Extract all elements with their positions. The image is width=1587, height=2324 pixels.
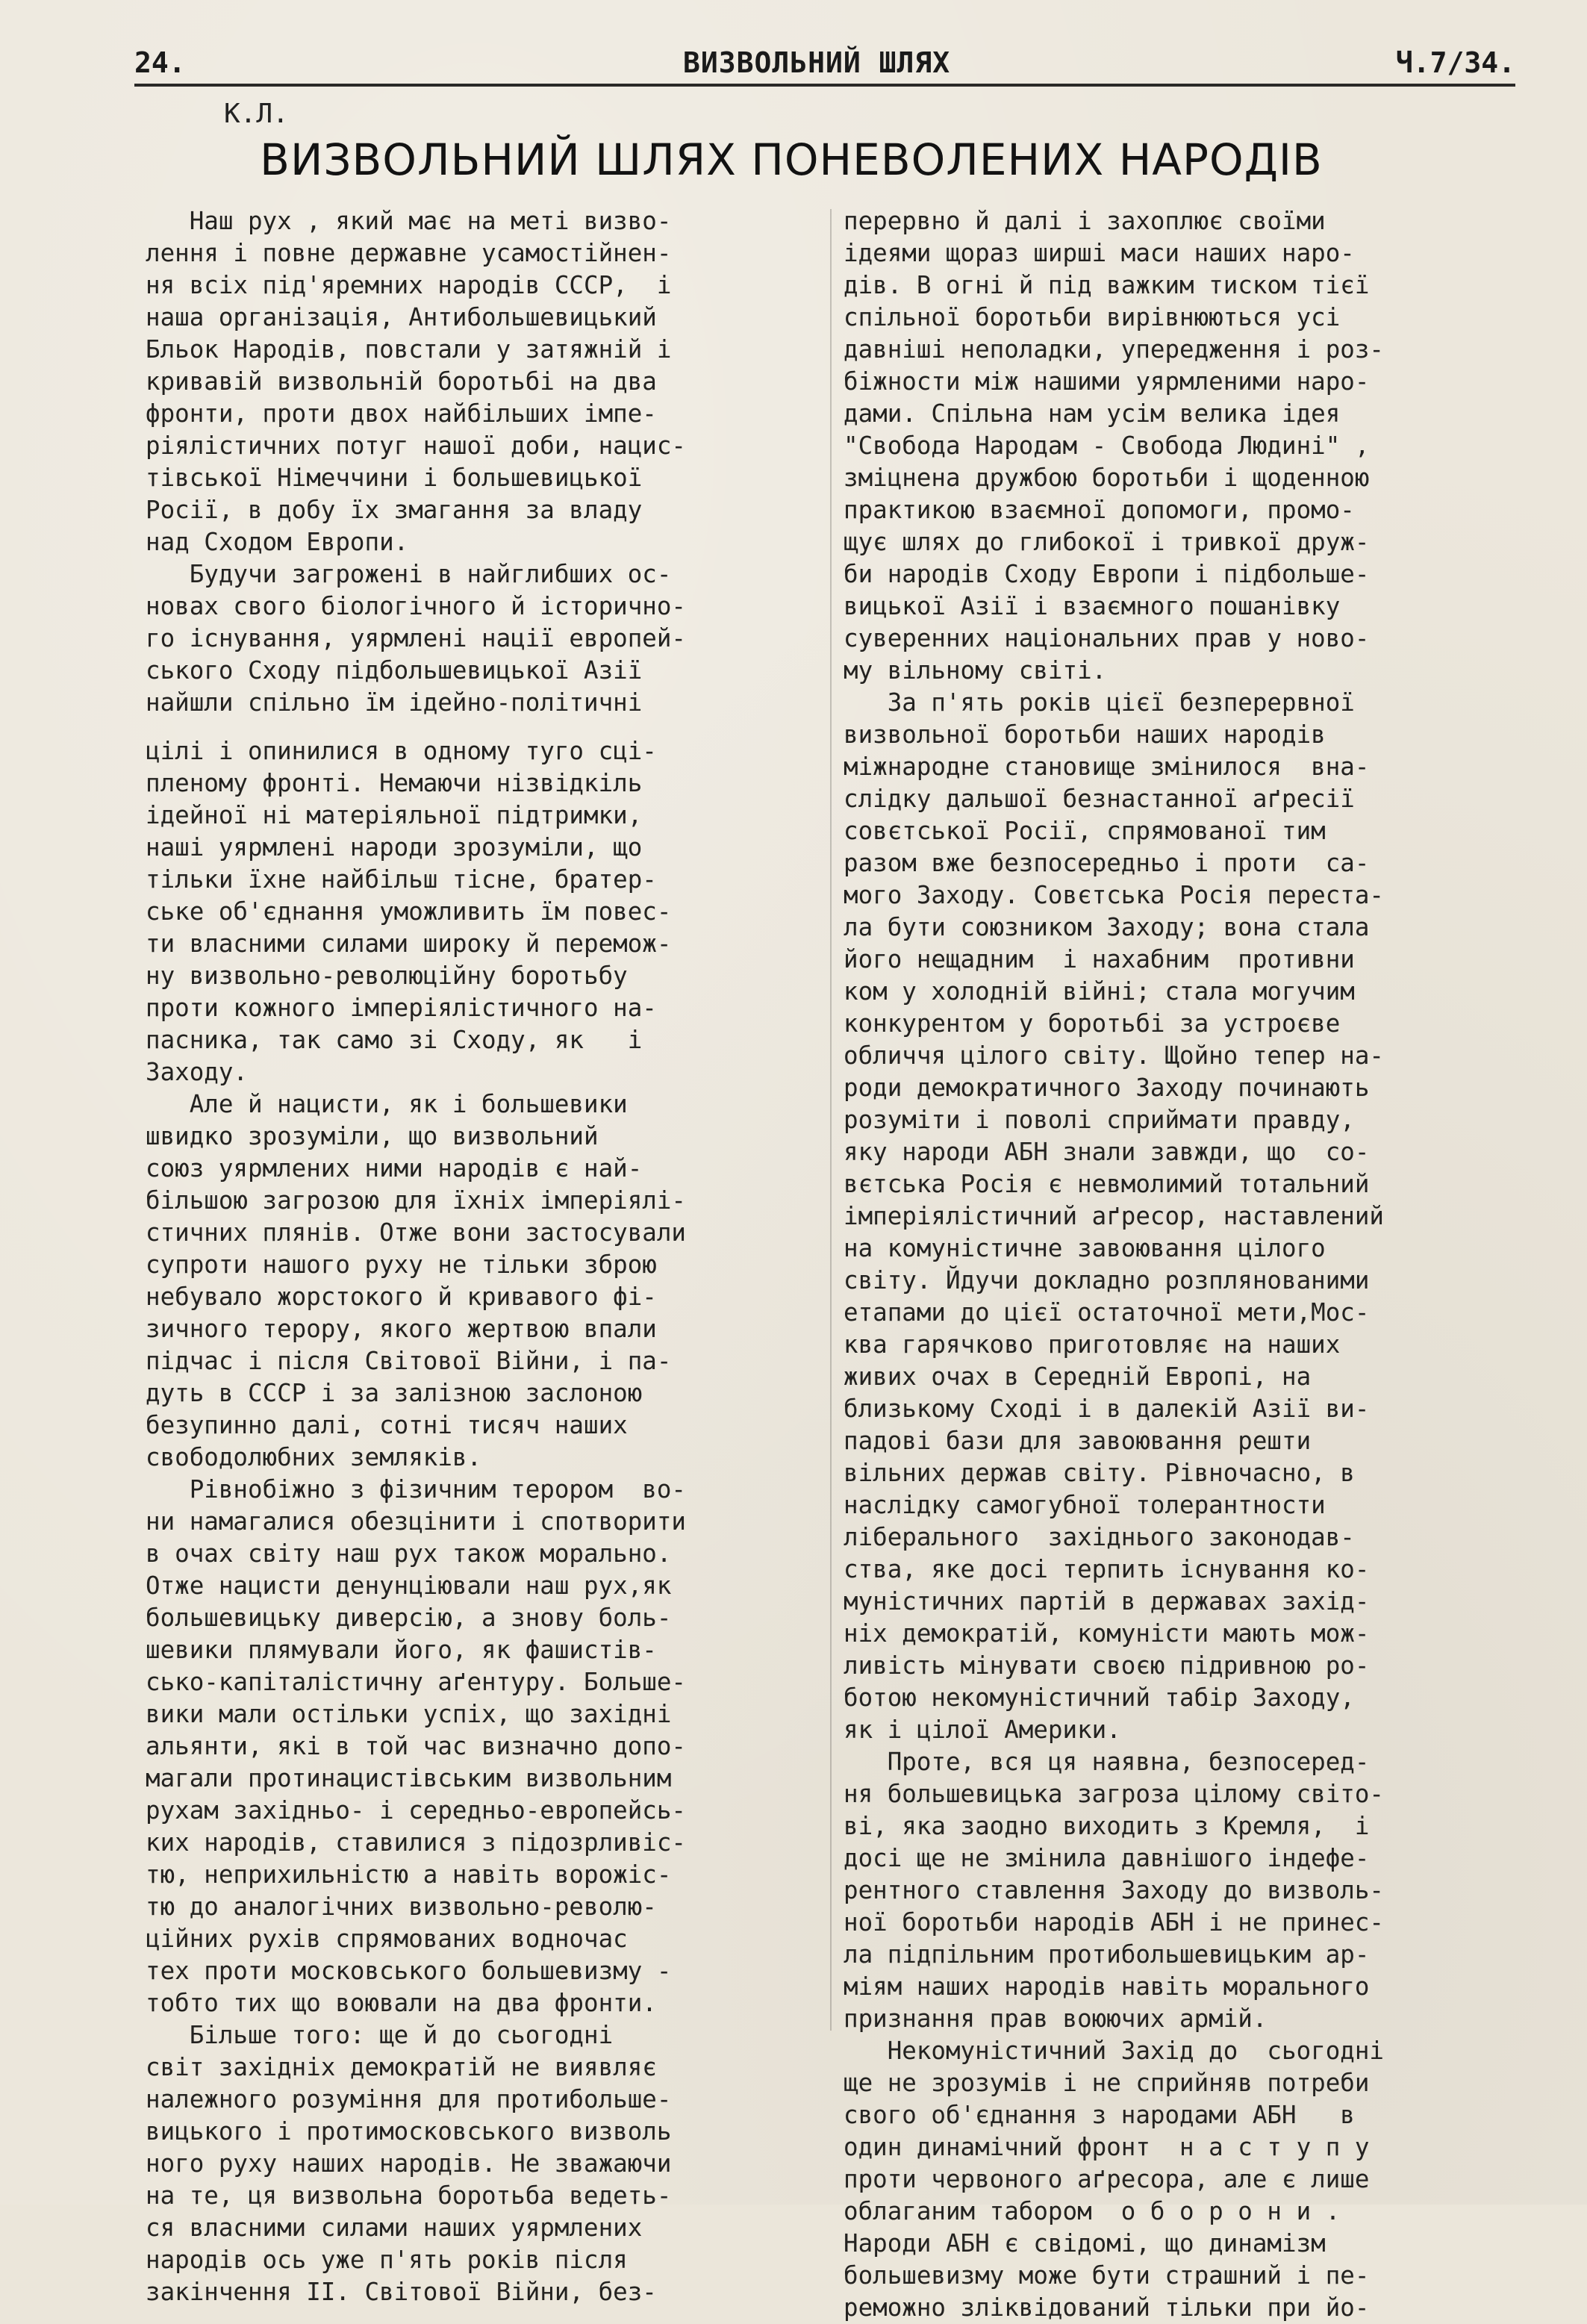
text-line: вики мали остільки успіх, що західні [146, 1700, 672, 1728]
text-line: дами. Спільна нам усім велика ідея [844, 399, 1341, 428]
text-line: вицької Азії і взаємного пошанівку [844, 592, 1341, 620]
text-line: ніх демократій, комуністи мають мож- [844, 1619, 1370, 1648]
text-line: союз уярмлених ними народів є най- [146, 1154, 643, 1183]
text-line: спільної боротьби вирівнюються усі [844, 303, 1341, 331]
text-line: ла підпільним протибольшевицьким ар- [844, 1940, 1370, 1969]
text-line: швидко зрозуміли, що визвольний [146, 1122, 599, 1150]
text-line: ського Сходу підбольшевицької Азії [146, 656, 643, 685]
text-line: тобто тих що воювали на два фронти. [146, 1989, 657, 2017]
text-line: ідейної ні матеріяльної підтримки, [146, 801, 643, 829]
text-line: конкурентом у боротьбі за устроєве [844, 1009, 1341, 1038]
text-line: зичного терору, якого жертвою впали [146, 1315, 657, 1343]
text-line: живих очах в Середній Европі, на [844, 1362, 1312, 1391]
text-line: ла бути союзником Заходу; вона стала [844, 913, 1370, 941]
text-line: один динамічний фронт н а с т у п у [844, 2133, 1370, 2161]
text-line: наша організація, Антибольшевицький [146, 303, 657, 331]
text-line: імперіялістичний аґресор, наставлений [844, 1202, 1384, 1230]
text-line: на комуністичне завоювання цілого [844, 1234, 1326, 1262]
text-line: Некомуністичний Захід до сьогодні [844, 2037, 1384, 2065]
text-line: Народи АБН є свідомі, що динамізм [844, 2229, 1326, 2258]
text-line: Рівнобіжно з фізичним терором во- [146, 1475, 686, 1504]
text-line: належного розуміння для протибольше- [146, 2085, 672, 2113]
text-line: Більше того: ще й до сьогодні [146, 2021, 614, 2049]
text-line: совєтської Росії, спрямованої тим [844, 817, 1326, 845]
page-number: 24. [134, 46, 186, 79]
text-line: ня всіх під'яремних народів СССР, і [146, 271, 672, 299]
text-line: суверенних національних прав у ново- [844, 624, 1370, 652]
text-line: облаганим табором о б о р о н и . [844, 2197, 1341, 2225]
text-line: тівської Німеччини і большевицької [146, 464, 643, 492]
text-line: стичних плянів. Отже вони застосували [146, 1218, 686, 1247]
text-line: наші уярмлені народи зрозуміли, що [146, 833, 643, 862]
text-line: ної боротьби народів АБН і не принес- [844, 1908, 1384, 1937]
text-line: найшли спільно їм ідейно-політичні [146, 688, 643, 717]
text-line: ві, яка заодно виходить з Кремля, і [844, 1812, 1370, 1840]
text-line: світу. Йдучи докладно розплянованими [844, 1266, 1370, 1295]
text-line: ну визвольно-революційну боротьбу [146, 962, 628, 990]
text-line: За п'ять років цієї безперервної [844, 688, 1355, 717]
text-line: близькому Сході і в далекій Азії ви- [844, 1395, 1370, 1423]
text-line: рухам західньо- і середньо-европейсь- [146, 1796, 686, 1825]
issue-number: Ч.7/34. [1395, 46, 1515, 79]
text-line: реможно зліквідований тільки при йо- [844, 2293, 1370, 2322]
text-line: свого об'єднання з народами АБН в [844, 2101, 1355, 2129]
text-line: яку народи АБН знали завжди, що со- [844, 1138, 1370, 1166]
text-line: Проте, вся ця наявна, безпосеред- [844, 1748, 1370, 1776]
text-line: ства, яке досі терпить існування ко- [844, 1555, 1370, 1583]
article-title: ВИЗВОЛЬНИЙ ШЛЯХ ПОНЕВОЛЕНИХ НАРОДІВ [260, 134, 1323, 185]
text-line: го існування, уярмлені нації европей- [146, 624, 686, 652]
text-line: проти червоного аґресора, але є лише [844, 2165, 1370, 2193]
text-line: досі ще не змінила давнішого індефе- [844, 1844, 1370, 1872]
text-line: слідку дальшої безнастанної аґресії [844, 785, 1355, 813]
text-line: ком у холодній війні; стала могучим [844, 977, 1355, 1006]
text-line: цілі і опинилися в одному туго сці- [146, 737, 657, 765]
text-line: ріялістичних потуг нашої доби, нацис- [146, 432, 686, 460]
text-line: практикою взаємної допомоги, промо- [844, 496, 1355, 524]
text-line: кривавій визвольній боротьбі на два [146, 367, 657, 396]
text-line: наслідку самогубної толерантности [844, 1491, 1326, 1519]
article-author: К.Л. [224, 99, 289, 129]
text-line: фронти, проти двох найбільших імпе- [146, 399, 657, 428]
text-line: вєтська Росія є невмолимий тотальний [844, 1170, 1370, 1198]
text-line: Отже нацисти денунціювали наш рух,як [146, 1571, 672, 1600]
text-line: супроти нашого руху не тільки зброю [146, 1250, 657, 1279]
text-line: закінчення II. Світової Війни, без- [146, 2278, 657, 2306]
text-line: більшою загрозою для їхніх імперіялі- [146, 1186, 686, 1215]
text-line: большевицьку диверсію, а знову боль- [146, 1604, 672, 1632]
text-line: Бльок Народів, повстали у затяжній і [146, 335, 672, 364]
text-line: перервно й далі і захоплює своїми [844, 207, 1326, 235]
text-line: зміцнена дружбою боротьби і щоденною [844, 464, 1370, 492]
text-line: щує шлях до глибокої і тривкої друж- [844, 528, 1370, 556]
text-line: Але й нацисти, як і большевики [146, 1090, 628, 1118]
text-line: роди демократичного Заходу починають [844, 1074, 1370, 1102]
text-line: ква гарячково приготовляє на наших [844, 1330, 1341, 1359]
text-line: ське об'єднання уможливить їм повес- [146, 897, 672, 926]
text-line: тех проти московського большевизму - [146, 1957, 672, 1985]
text-line: "Свобода Народам - Свобода Людині" , [844, 432, 1370, 460]
text-line: би народів Сходу Европи і підбольше- [844, 560, 1370, 588]
text-line: на те, ця визвольна боротьба ведеть- [146, 2181, 672, 2210]
text-line: небувало жорстокого й кривавого фі- [146, 1283, 657, 1311]
text-line: рентного ставлення Заходу до визволь- [844, 1876, 1384, 1904]
text-line: проти кожного імперіялістичного на- [146, 994, 657, 1022]
text-line: ідеями щораз ширші маси наших наро- [844, 239, 1355, 267]
text-line: Росії, в добу їх змагання за владу [146, 496, 643, 524]
text-line: обличчя цілого світу. Щойно тепер на- [844, 1041, 1384, 1070]
text-line: давніші неполадки, упередження і роз- [844, 335, 1384, 364]
text-line: ся власними силами наших уярмлених [146, 2214, 643, 2242]
header-rule [134, 84, 1515, 87]
text-line: муністичних партій в державах захід- [844, 1587, 1370, 1616]
text-line: визвольної боротьби наших народів [844, 720, 1326, 749]
text-line: дуть в СССР і за залізною заслоною [146, 1379, 643, 1407]
text-line: ційних рухів спрямованих водночас [146, 1925, 628, 1953]
text-line: міям наших народів навіть морального [844, 1972, 1370, 2001]
text-line: ботою некомуністичний табір Заходу, [844, 1683, 1355, 1712]
text-line: новах свого біологічного й історично- [146, 592, 686, 620]
text-line: свободолюбних земляків. [146, 1443, 482, 1471]
journal-title: ВИЗВОЛЬНИЙ ШЛЯХ [683, 46, 951, 79]
text-line: Наш рух , який має на меті визво- [146, 207, 672, 235]
text-line: міжнародне становище змінилося вна- [844, 753, 1370, 781]
left-text-column [146, 205, 821, 2308]
text-line: етапами до цієї остаточної мети,Мос- [844, 1298, 1370, 1327]
text-line: вільних держав світу. Рівночасно, в [844, 1459, 1355, 1487]
text-line: ного руху наших народів. Не зважаючи [146, 2149, 672, 2178]
text-line: над Сходом Европи. [146, 528, 409, 556]
text-line: тю, неприхильністю а навіть ворожіс- [146, 1860, 672, 1889]
text-line: біжности між нашими уярмленими наро- [844, 367, 1370, 396]
text-line: альянти, які в той час визначно допо- [146, 1732, 686, 1760]
text-line: пленому фронті. Немаючи нізвідкіль [146, 769, 643, 797]
text-line: ни намагалися обезцінити і спотворити [146, 1507, 686, 1536]
text-line: сько-капіталістичну аґентуру. Больше- [146, 1668, 686, 1696]
text-line: ливість мінувати своєю підривною ро- [844, 1651, 1370, 1680]
text-line: падові бази для завоювання решти [844, 1427, 1312, 1455]
text-line: народів ось уже п'ять років після [146, 2246, 628, 2274]
text-line: підчас і після Світової Війни, і па- [146, 1347, 672, 1375]
text-line: ких народів, ставилися з підозрливіс- [146, 1828, 686, 1857]
text-line: як і цілої Америки. [844, 1716, 1121, 1744]
text-line: магали протинацистівським визвольним [146, 1764, 672, 1792]
text-line: мого Заходу. Совєтська Росія переста- [844, 881, 1384, 909]
text-line: пасника, так само зі Сходу, як і [146, 1026, 643, 1054]
text-line: в очах світу наш рух також морально. [146, 1539, 672, 1568]
text-line: Заходу. [146, 1058, 248, 1086]
text-line: признання прав воюючих армій. [844, 2004, 1268, 2033]
text-line: тільки їхне найбільш тісне, братер- [146, 865, 657, 894]
text-line: лення і повне державне усамостійнен- [146, 239, 672, 267]
right-text-column [844, 205, 1530, 2324]
text-line: тю до аналогічних визвольно-револю- [146, 1892, 657, 1921]
text-line: розуміти і поволі сприймати правду, [844, 1106, 1355, 1134]
text-line: му вільному світі. [844, 656, 1107, 685]
text-line: разом вже безпосередньо і проти са- [844, 849, 1370, 877]
text-line: безупинно далі, сотні тисяч наших [146, 1411, 628, 1439]
text-line: большевизму може бути страшний і пе- [844, 2261, 1370, 2290]
text-line: ня большевицька загроза цілому світо- [844, 1780, 1384, 1808]
text-line: його нещадним і нахабним противни [844, 945, 1355, 973]
column-gutter [830, 209, 832, 2031]
text-line: шевики плямували його, як фашистів- [146, 1636, 657, 1664]
text-line: ще не зрозумів і не сприйняв потреби [844, 2069, 1370, 2097]
text-line: вицького і протимосковського визволь [146, 2117, 672, 2146]
text-line: світ західніх демократій не виявляє [146, 2053, 657, 2081]
column-gap [146, 719, 821, 735]
text-line: ліберального західнього законодав- [844, 1523, 1355, 1551]
text-line: ти власними силами широку й перемож- [146, 929, 672, 958]
text-line: Будучи загрожені в найглибших ос- [146, 560, 672, 588]
text-line: дів. В огні й під важким тиском тієї [844, 271, 1370, 299]
